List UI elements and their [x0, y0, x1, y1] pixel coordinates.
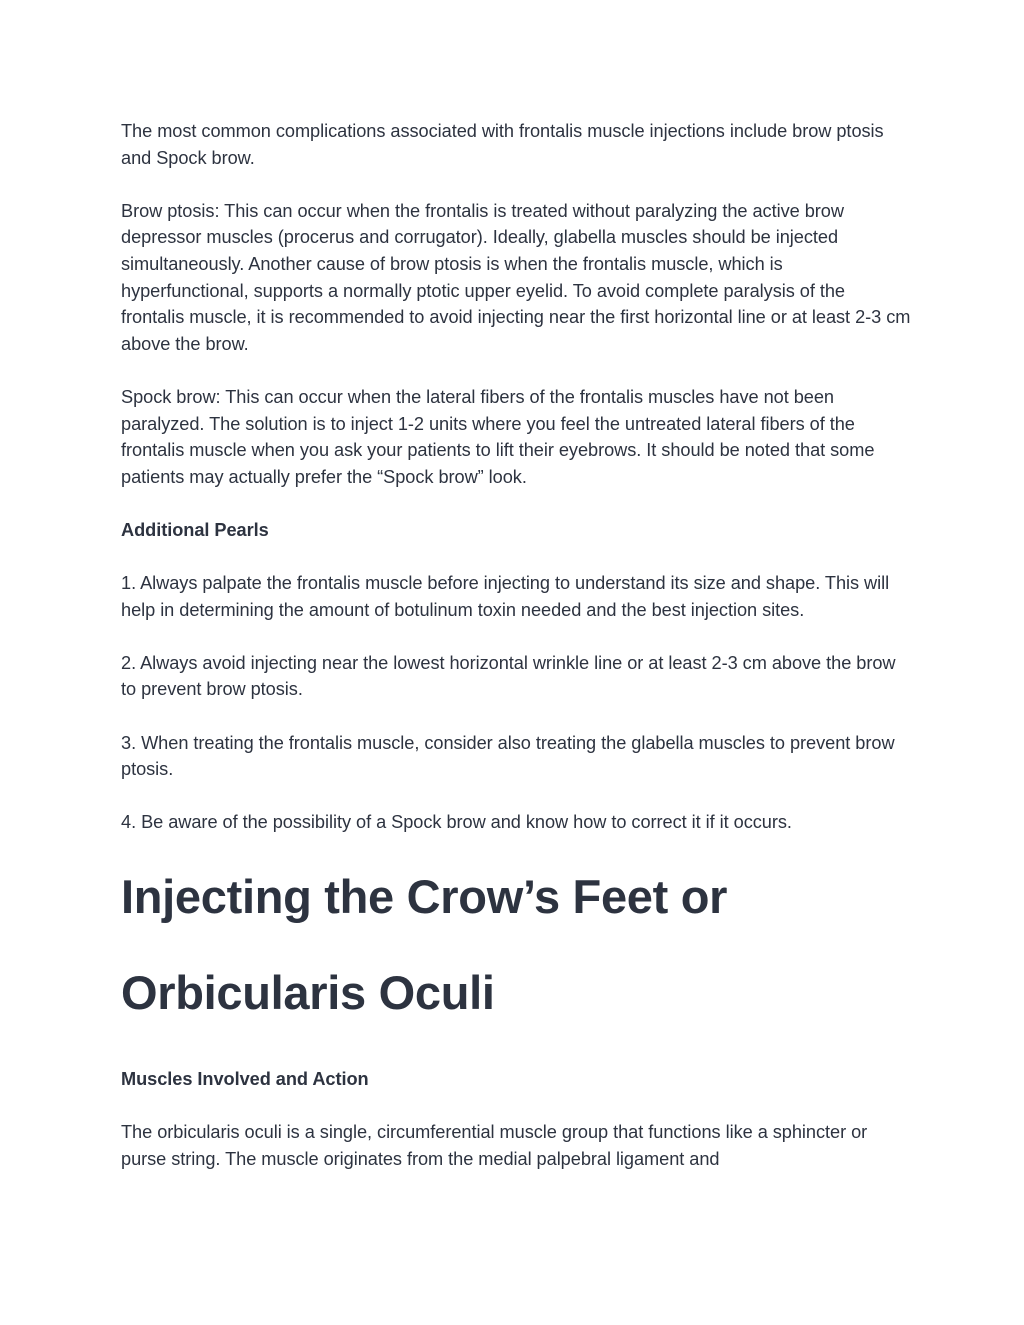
section-title-wrap [121, 849, 911, 1041]
pearl-item-4: 4. Be aware of the possibility of a Spock brow and know how to correct it if it occurs. [121, 812, 792, 833]
additional-pearls-heading: Additional Pearls [121, 519, 269, 540]
intro-paragraph: The most common complications associated with frontalis muscle injections include brow ptosis and Spock brow. [121, 121, 884, 168]
spock-brow-paragraph: Spock brow: This can occur when the lateral fibers of the frontalis muscles have not been paralyzed. The solution is to inject 1-2 units where you feel the untreated lateral fibers of the frontalis muscle when you ask your patients to lift their eyebrows. It should be noted that some patients may actually prefer the “Spock brow” look. [121, 386, 875, 487]
pearl-item-3: 3. When treating the frontalis muscle, consider also treating the glabella muscles to prevent brow ptosis. [121, 732, 895, 780]
section-title: Injecting the Crow’s Feet or Orbicularis Oculi [121, 870, 728, 1020]
brow-ptosis-paragraph: Brow ptosis: This can occur when the frontalis is treated without paralyzing the active brow depressor muscles (procerus and corrugator). Ideally, glabella muscles should be injected simultaneously. Another cause of brow ptosis is when the frontalis muscle, which is hyperfunctional, supports a normally ptotic upper eyelid. To avoid complete paralysis of the frontalis muscle, it is recommended to avoid injecting near the first horizontal line or at least 2-3 cm above the brow. [121, 200, 911, 354]
orbicularis-paragraph: The orbicularis oculi is a single, circumferential muscle group that functions like a sphincter or purse string. The muscle originates from the medial palpebral ligament and [121, 1122, 868, 1169]
document-page [121, 118, 911, 1172]
muscles-involved-heading: Muscles Involved and Action [121, 1069, 369, 1090]
pearl-item-1: 1. Always palpate the frontalis muscle before injecting to understand its size and shape. This will help in determining the amount of botulinum toxin needed and the best injection sites. [121, 573, 890, 620]
pearl-item-2: 2. Always avoid injecting near the lowest horizontal wrinkle line or at least 2-3 cm above the brow to prevent brow ptosis. [121, 652, 896, 700]
